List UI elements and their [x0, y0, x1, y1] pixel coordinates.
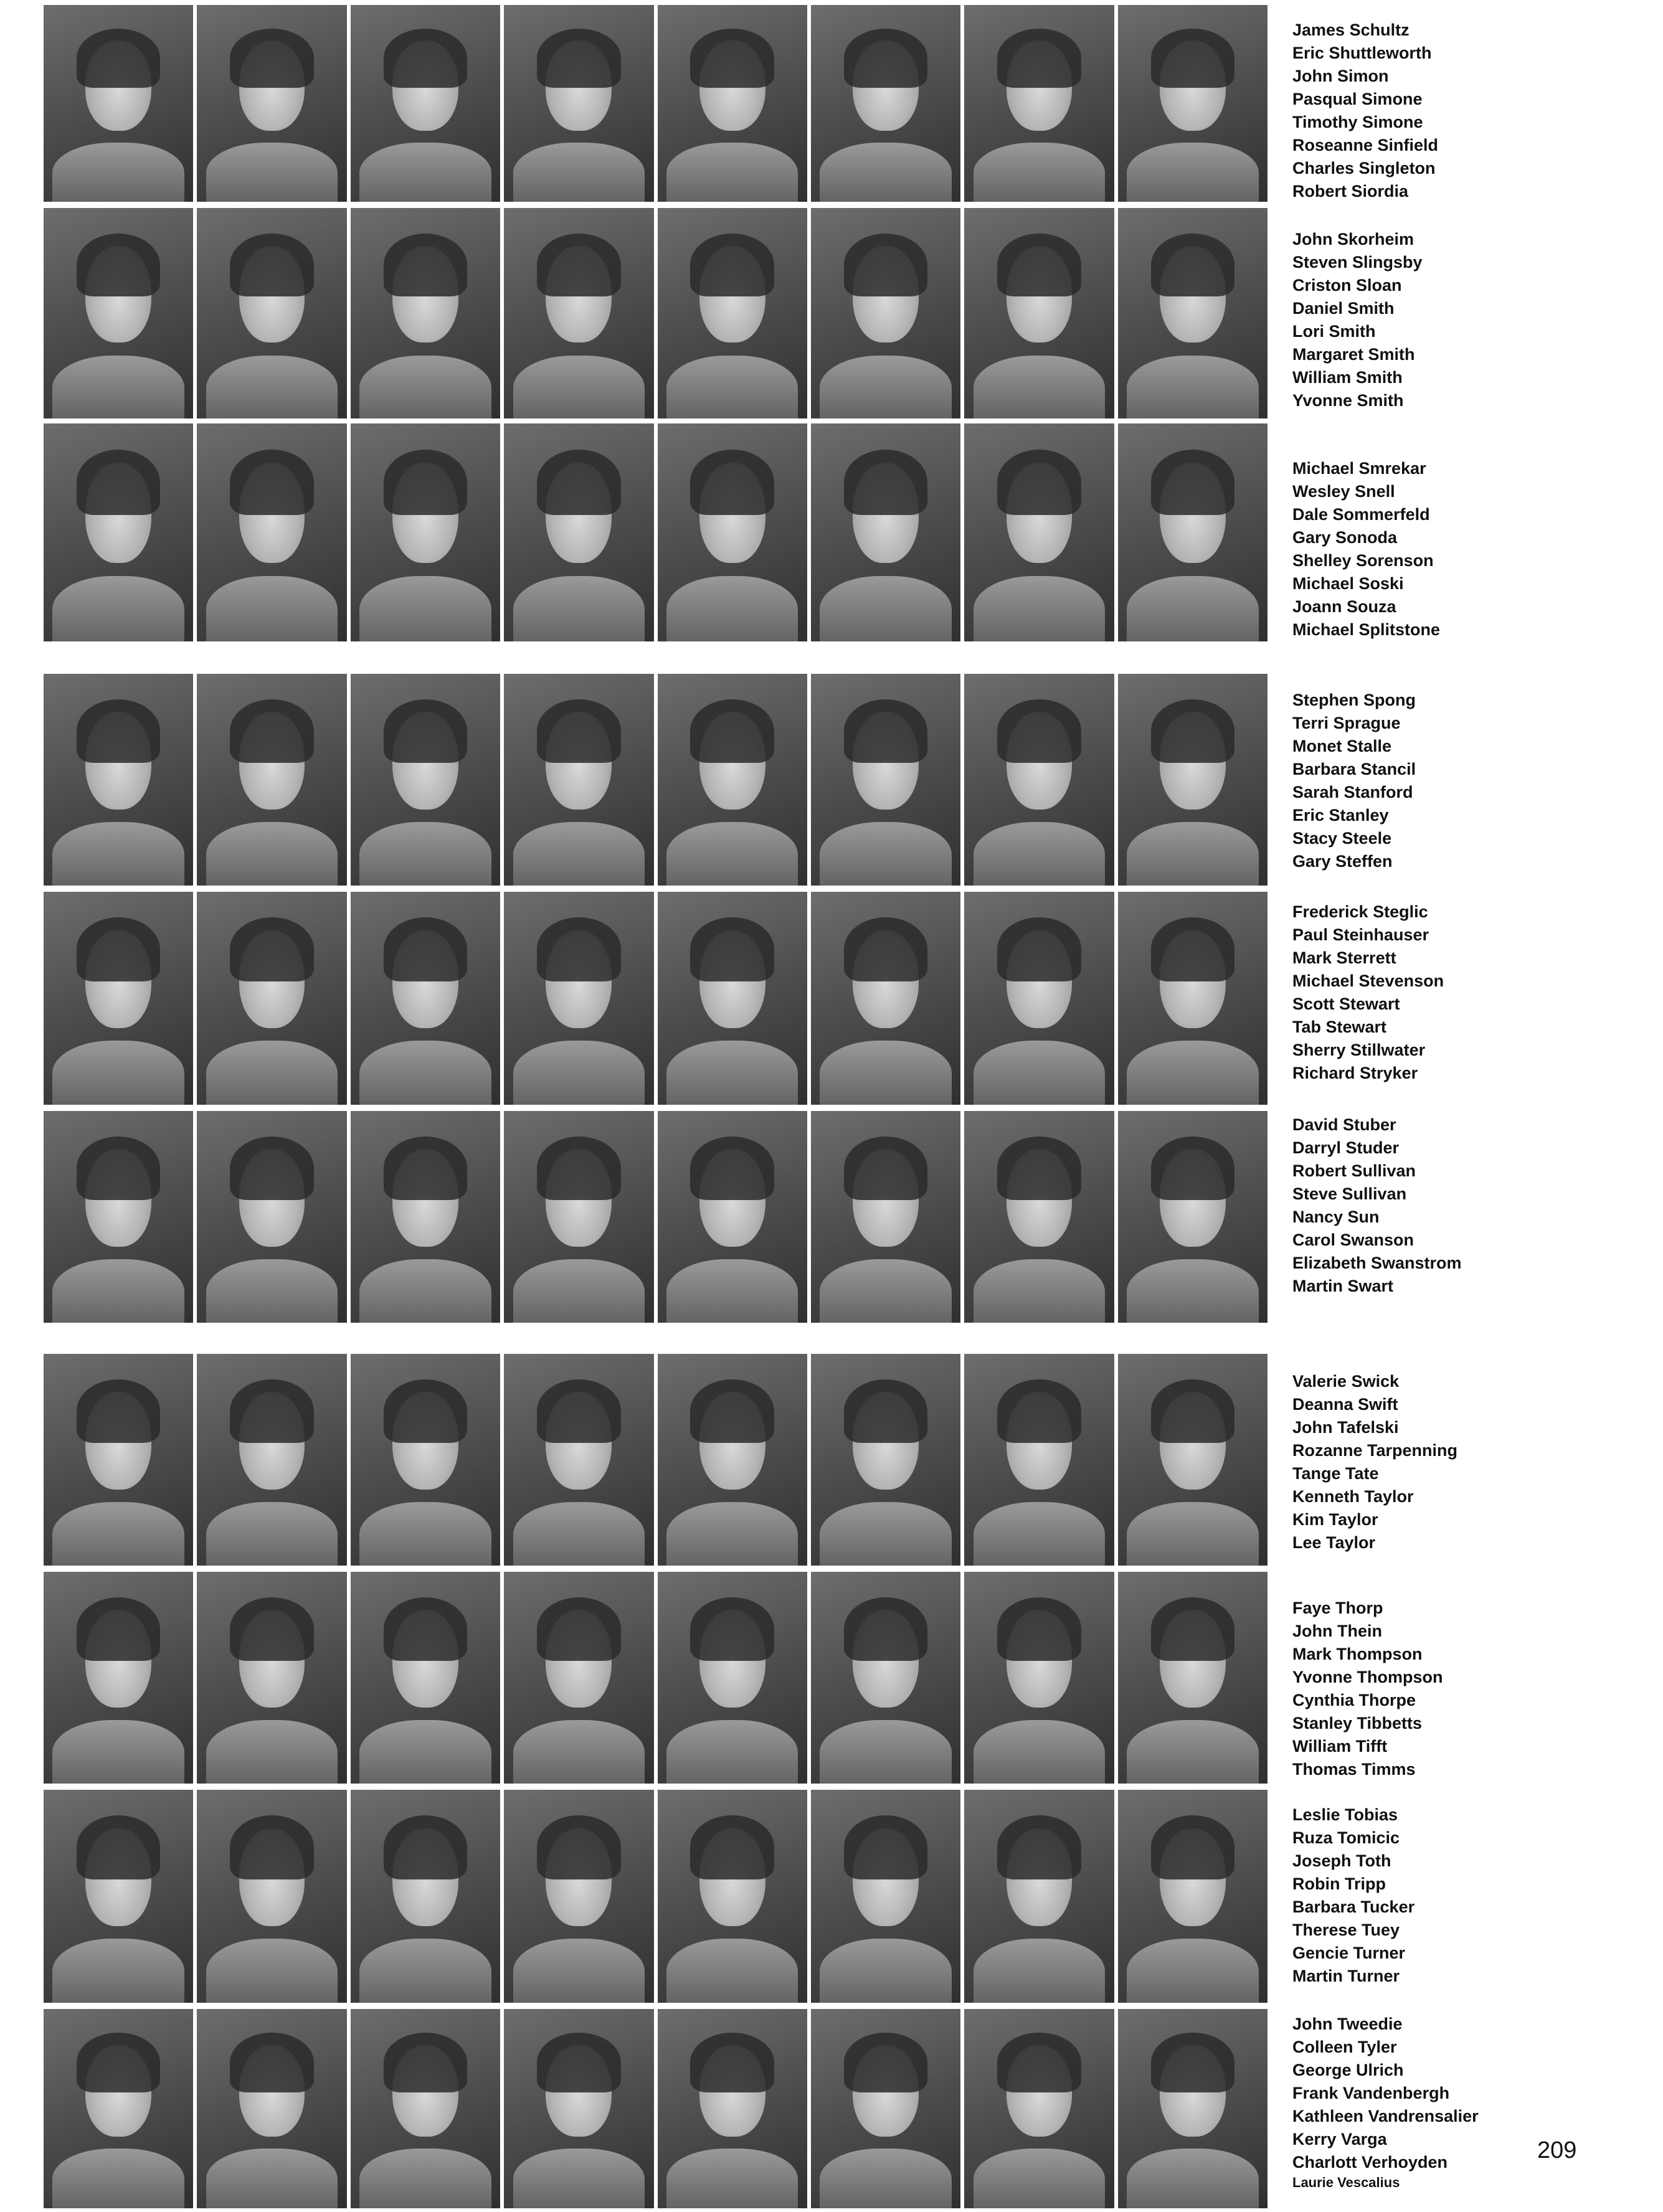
student-portrait [44, 892, 193, 1105]
student-portrait [658, 892, 807, 1105]
student-portrait [811, 1354, 960, 1566]
student-name: Yvonne Smith [1292, 391, 1404, 410]
name-list-7 [1292, 1370, 1457, 1554]
student-portrait [197, 674, 346, 886]
page-number: 209 [1537, 2137, 1577, 2163]
student-name: Rozanne Tarpenning [1292, 1441, 1458, 1460]
student-portrait [197, 1572, 346, 1784]
student-name: Michael Stevenson [1292, 971, 1444, 990]
student-name: George Ulrich [1292, 2061, 1404, 2079]
student-portrait [351, 423, 500, 641]
name-list-6 [1292, 1113, 1462, 1298]
student-portrait [658, 2009, 807, 2208]
student-portrait [504, 208, 653, 418]
student-name: Kim Taylor [1292, 1510, 1378, 1529]
student-portrait [964, 208, 1114, 418]
student-name: Eric Stanley [1292, 806, 1389, 825]
photo-strip [44, 2009, 1267, 2208]
student-name: Thomas Timms [1292, 1760, 1416, 1779]
student-portrait [658, 5, 807, 202]
student-portrait [197, 423, 346, 641]
student-name: Charles Singleton [1292, 159, 1436, 177]
student-name: Paul Steinhauser [1292, 925, 1429, 944]
student-portrait [504, 892, 653, 1105]
student-portrait [351, 892, 500, 1105]
student-portrait [44, 1572, 193, 1784]
photo-strip [44, 1354, 1267, 1566]
student-portrait [197, 892, 346, 1105]
student-name: Tange Tate [1292, 1464, 1379, 1483]
student-portrait [964, 5, 1114, 202]
portrait-row-1 [44, 5, 1267, 202]
student-name: Steve Sullivan [1292, 1184, 1407, 1203]
student-name: Dale Sommerfeld [1292, 505, 1430, 524]
student-name: David Stuber [1292, 1115, 1396, 1134]
student-portrait [44, 2009, 193, 2208]
student-portrait [964, 1572, 1114, 1784]
student-name: Faye Thorp [1292, 1599, 1383, 1617]
student-portrait [351, 1111, 500, 1323]
student-name: Stacy Steele [1292, 829, 1392, 848]
student-portrait [964, 1790, 1114, 2003]
student-name: Gary Steffen [1292, 852, 1393, 871]
name-list-3 [1292, 457, 1440, 641]
student-portrait [811, 1790, 960, 2003]
name-list-5 [1292, 900, 1444, 1085]
student-portrait [504, 674, 653, 886]
student-portrait [351, 2009, 500, 2208]
photo-strip [44, 1790, 1267, 2003]
student-name: Gencie Turner [1292, 1944, 1406, 1962]
student-portrait [964, 2009, 1114, 2208]
student-portrait [197, 1790, 346, 2003]
student-portrait [811, 5, 960, 202]
portrait-row-10 [44, 2009, 1267, 2208]
student-portrait [44, 1111, 193, 1323]
student-portrait [504, 1572, 653, 1784]
student-name: Lori Smith [1292, 322, 1376, 341]
student-portrait [504, 423, 653, 641]
photo-strip [44, 892, 1267, 1105]
student-name: Stanley Tibbetts [1292, 1714, 1423, 1732]
student-name: Laurie Vescalius [1292, 2175, 1400, 2190]
portrait-row-6 [44, 1111, 1267, 1323]
student-name: Scott Stewart [1292, 995, 1400, 1013]
student-portrait [811, 208, 960, 418]
student-portrait [197, 5, 346, 202]
student-portrait [1118, 423, 1267, 641]
student-portrait [197, 2009, 346, 2208]
student-portrait [44, 208, 193, 418]
student-name: Kerry Varga [1292, 2130, 1387, 2148]
student-name: Robin Tripp [1292, 1874, 1386, 1893]
student-portrait [1118, 892, 1267, 1105]
student-portrait [44, 1354, 193, 1566]
student-name: Mark Thompson [1292, 1645, 1423, 1663]
portrait-row-7 [44, 1354, 1267, 1566]
student-name: Barbara Stancil [1292, 760, 1416, 778]
student-name: Wesley Snell [1292, 482, 1395, 501]
student-portrait [351, 1572, 500, 1784]
student-portrait [658, 208, 807, 418]
student-portrait [1118, 1111, 1267, 1323]
photo-strip [44, 674, 1267, 886]
student-name: Eric Shuttleworth [1292, 44, 1432, 62]
student-portrait [1118, 2009, 1267, 2208]
student-name: Colleen Tyler [1292, 2038, 1397, 2056]
student-name: Robert Sullivan [1292, 1161, 1416, 1180]
student-name: Richard Stryker [1292, 1064, 1418, 1082]
student-portrait [964, 1354, 1114, 1566]
student-name: Michael Splitstone [1292, 620, 1441, 639]
student-name: Roseanne Sinfield [1292, 136, 1439, 154]
student-name: Frederick Steglic [1292, 902, 1428, 921]
student-name: John Skorheim [1292, 230, 1414, 248]
student-name: Kathleen Vandrensalier [1292, 2107, 1479, 2125]
student-portrait [811, 423, 960, 641]
portrait-row-5 [44, 892, 1267, 1105]
student-name: Carol Swanson [1292, 1231, 1414, 1249]
student-name: Kenneth Taylor [1292, 1487, 1414, 1506]
student-portrait [964, 1111, 1114, 1323]
student-name: John Tweedie [1292, 2015, 1403, 2033]
student-name: Martin Swart [1292, 1277, 1394, 1295]
student-name: Barbara Tucker [1292, 1898, 1415, 1916]
student-name: Margaret Smith [1292, 345, 1415, 364]
student-portrait [1118, 1790, 1267, 2003]
student-portrait [658, 1111, 807, 1323]
name-list-1 [1292, 19, 1438, 203]
student-name: Joseph Toth [1292, 1851, 1391, 1870]
student-name: Charlott Verhoyden [1292, 2153, 1448, 2172]
student-portrait [1118, 5, 1267, 202]
student-name: Elizabeth Swanstrom [1292, 1254, 1462, 1272]
student-portrait [504, 1354, 653, 1566]
student-name: William Smith [1292, 368, 1403, 387]
portrait-row-9 [44, 1790, 1267, 2003]
student-name: Sarah Stanford [1292, 783, 1413, 801]
name-list-9 [1292, 1803, 1414, 1988]
student-portrait [351, 1790, 500, 2003]
student-portrait [44, 1790, 193, 2003]
student-name: Cynthia Thorpe [1292, 1691, 1416, 1709]
student-name: Martin Turner [1292, 1967, 1400, 1985]
student-name: Criston Sloan [1292, 276, 1402, 295]
student-portrait [1118, 1572, 1267, 1784]
student-name: John Tafelski [1292, 1418, 1399, 1437]
photo-strip [44, 208, 1267, 418]
student-name: John Simon [1292, 67, 1389, 85]
student-name: John Thein [1292, 1622, 1382, 1640]
student-name: Michael Smrekar [1292, 459, 1426, 478]
student-name: Leslie Tobias [1292, 1805, 1398, 1824]
name-list-10 [1292, 2013, 1479, 2191]
student-portrait [197, 1354, 346, 1566]
student-portrait [504, 2009, 653, 2208]
student-portrait [964, 892, 1114, 1105]
student-portrait [197, 1111, 346, 1323]
student-name: Darryl Studer [1292, 1138, 1400, 1157]
student-portrait [658, 1354, 807, 1566]
student-name: Mark Sterrett [1292, 948, 1396, 967]
student-portrait [504, 1111, 653, 1323]
student-portrait [504, 1790, 653, 2003]
student-portrait [658, 674, 807, 886]
student-name: Deanna Swift [1292, 1395, 1398, 1414]
student-portrait [1118, 208, 1267, 418]
student-portrait [44, 423, 193, 641]
student-name: Steven Slingsby [1292, 253, 1423, 272]
name-list-8 [1292, 1597, 1443, 1781]
student-portrait [351, 208, 500, 418]
student-portrait [964, 423, 1114, 641]
student-portrait [811, 1111, 960, 1323]
student-name: Nancy Sun [1292, 1208, 1380, 1226]
student-portrait [811, 2009, 960, 2208]
student-name: Shelley Sorenson [1292, 551, 1434, 570]
portrait-row-3 [44, 423, 1267, 641]
student-name: Monet Stalle [1292, 737, 1392, 755]
portrait-row-2 [44, 208, 1267, 418]
student-portrait [1118, 674, 1267, 886]
student-name: Valerie Swick [1292, 1372, 1400, 1391]
portrait-row-4 [44, 674, 1267, 886]
photo-strip [44, 1111, 1267, 1323]
student-portrait [811, 892, 960, 1105]
student-portrait [197, 208, 346, 418]
student-portrait [504, 5, 653, 202]
student-portrait [964, 674, 1114, 886]
photo-strip [44, 423, 1267, 641]
student-name: James Schultz [1292, 21, 1410, 39]
student-name: Frank Vandenbergh [1292, 2084, 1450, 2102]
student-portrait [44, 5, 193, 202]
student-name: Michael Soski [1292, 574, 1404, 593]
student-name: Stephen Spong [1292, 691, 1416, 709]
student-name: Timothy Simone [1292, 113, 1423, 131]
name-list-4 [1292, 689, 1416, 873]
student-portrait [811, 674, 960, 886]
student-portrait [1118, 1354, 1267, 1566]
student-portrait [44, 674, 193, 886]
student-name: Sherry Stillwater [1292, 1041, 1426, 1059]
student-portrait [351, 5, 500, 202]
student-portrait [658, 1572, 807, 1784]
student-name: Joann Souza [1292, 597, 1396, 616]
name-list-2 [1292, 228, 1423, 412]
student-portrait [811, 1572, 960, 1784]
student-name: Therese Tuey [1292, 1921, 1400, 1939]
student-portrait [351, 1354, 500, 1566]
student-name: Daniel Smith [1292, 299, 1395, 318]
student-name: Lee Taylor [1292, 1533, 1376, 1552]
portrait-row-8 [44, 1572, 1267, 1784]
student-portrait [658, 423, 807, 641]
student-name: Yvonne Thompson [1292, 1668, 1443, 1686]
student-name: William Tifft [1292, 1737, 1388, 1756]
student-name: Tab Stewart [1292, 1018, 1387, 1036]
student-name: Terri Sprague [1292, 714, 1401, 732]
student-portrait [658, 1790, 807, 2003]
photo-strip [44, 1572, 1267, 1784]
photo-strip [44, 5, 1267, 202]
student-name: Pasqual Simone [1292, 90, 1423, 108]
student-portrait [351, 674, 500, 886]
student-name: Gary Sonoda [1292, 528, 1398, 547]
student-name: Ruza Tomicic [1292, 1828, 1400, 1847]
student-name: Robert Siordia [1292, 182, 1409, 201]
